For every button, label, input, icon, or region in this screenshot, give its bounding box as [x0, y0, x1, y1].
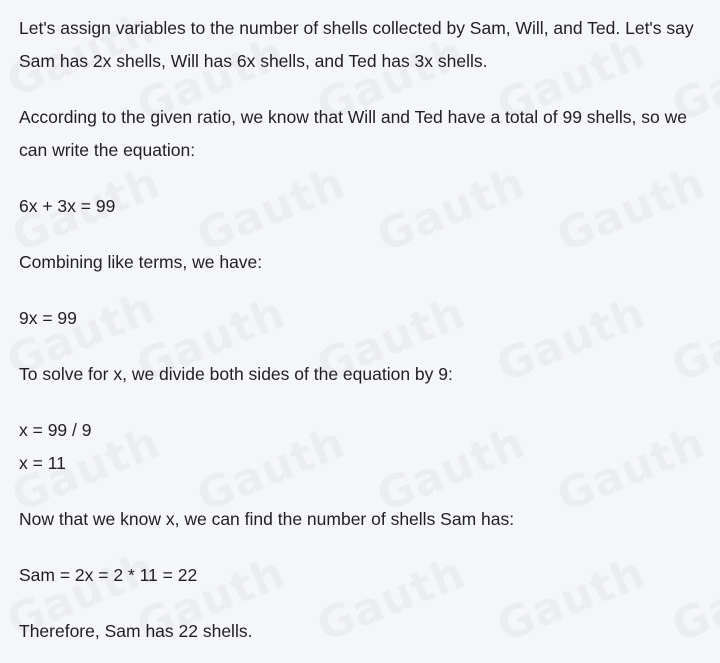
equation-line: x = 11	[19, 453, 66, 473]
conclusion-paragraph: Therefore, Sam has 22 shells.	[19, 621, 253, 641]
intro-paragraph: Let's assign variables to the number of shells collected by Sam, Will, and Ted. Let's say Sam has 2x shells, Will has 6x shells, and Ted has 3x shells.	[19, 18, 694, 71]
solve-paragraph: To solve for x, we divide both sides of the equation by 9:	[19, 364, 453, 384]
equation-line: Sam = 2x = 2 * 11 = 22	[19, 565, 198, 585]
combine-paragraph: Combining like terms, we have:	[19, 252, 263, 272]
equation-line: 6x + 3x = 99	[19, 196, 116, 216]
equation-line: x = 99 / 9	[19, 420, 92, 440]
equation-line: 9x = 99	[19, 308, 77, 328]
sam-paragraph: Now that we know x, we can find the number of shells Sam has:	[19, 509, 515, 529]
ratio-paragraph: According to the given ratio, we know that Will and Ted have a total of 99 shells, so we can write the equation:	[19, 107, 687, 160]
